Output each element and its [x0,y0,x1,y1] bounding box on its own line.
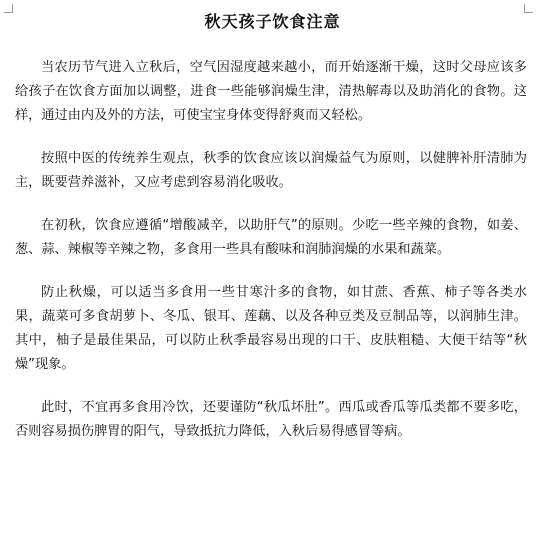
paragraph-4: 防止秋燥，可以适当多食用一些甘寒汁多的食物，如甘蔗、香蕉、柿子等各类水果，蔬菜可多食胡萝卜、冬瓜、银耳、莲藕、以及各种豆类及豆制品等，以润肺生津。其中，柚子是最佳果品，可以防止秋季最容易出现的口干、皮肤粗糙、大便干结等“秋燥”现象。 [15,285,527,372]
paragraph-2: 按照中医的传统养生观点，秋季的饮食应该以润燥益气为原则，以健脾补肝清肺为主，既要营养滋补，又应考虑到容易消化吸收。 [15,151,527,190]
paragraph-5: 此时，不宜再多食用冷饮，还要谨防“秋瓜坏肚”。西瓜或香瓜等瓜类都不要多吃，否则容易损伤脾胃的阳气，导致抵抗力降低，入秋后易得感冒等病。 [15,400,527,439]
document-body [15,56,527,463]
document-title: 秋天孩子饮食注意 [204,12,341,31]
paragraph-3: 在初秋，饮食应遵循“增酸减辛，以助肝气”的原则。少吃一些辛辣的食物，如姜、葱、蒜、辣椒等辛辣之物，多食用一些具有酸味和润肺润燥的水果和蔬菜。 [15,218,527,257]
paragraph-1: 当农历节气进入立秋后，空气因湿度越来越小，而开始逐渐干燥，这时父母应该多给孩子在饮食方面加以调整，进食一些能够润燥生津，清热解毒以及助消化的食物。这样，通过由内及外的方法，可使宝宝身体变得舒爽而又轻松。 [15,60,527,123]
